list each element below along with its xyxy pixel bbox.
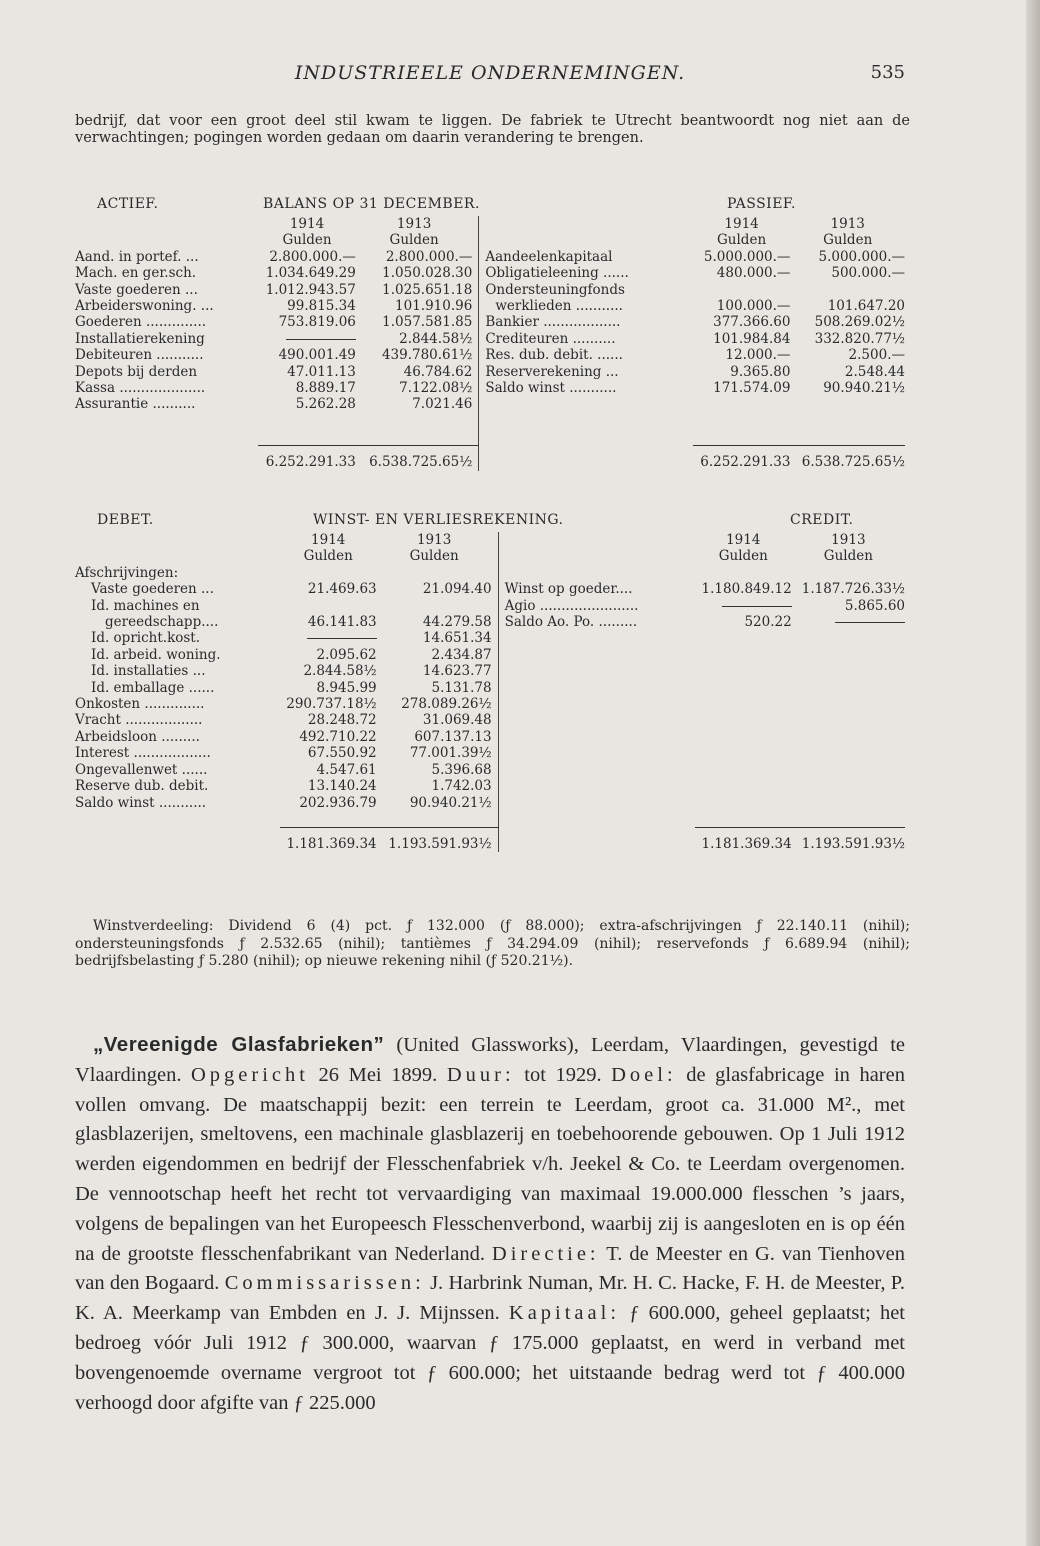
row-label xyxy=(498,729,695,745)
nil-dash xyxy=(286,339,356,340)
row-label xyxy=(498,630,695,646)
field-label: Doel: xyxy=(611,1063,677,1086)
row-label: Arbeiderswoning. ... xyxy=(75,298,214,315)
row-label: Mach. en ger.sch. xyxy=(75,265,197,282)
company-entry xyxy=(75,1030,905,1418)
amount-cell: 2.844.58½ xyxy=(303,663,377,680)
blank-cell xyxy=(479,429,693,445)
amount-cell: 1.187.726.33½ xyxy=(801,581,905,598)
table-row xyxy=(75,282,905,298)
row-label: Vaste goederen ... xyxy=(75,281,198,298)
amount-cell xyxy=(258,331,356,347)
table-row xyxy=(75,614,905,630)
field-label: Directie: xyxy=(491,1242,600,1265)
row-label: Aandeelenkapitaal xyxy=(479,249,693,265)
blank-cell xyxy=(479,413,693,429)
amount-cell: 5.000.000.— xyxy=(818,248,905,265)
row-label: Id. arbeid. woning. xyxy=(91,646,221,663)
field-label: Opgericht xyxy=(191,1063,309,1086)
table-row xyxy=(75,647,905,663)
spacer-row xyxy=(75,413,905,429)
row-label xyxy=(498,762,695,778)
table-row xyxy=(75,729,905,745)
amount-cell xyxy=(790,396,905,412)
amount-cell xyxy=(695,565,792,581)
running-title: INDUSTRIEELE ONDERNEMINGEN. xyxy=(294,62,686,84)
amount-cell: 377.366.60 xyxy=(713,314,791,331)
column-header: Gulden xyxy=(823,232,873,249)
amount-cell: 520.22 xyxy=(744,614,792,631)
amount-cell: 90.940.21½ xyxy=(409,794,492,811)
row-label: gereedschapp.... xyxy=(105,614,219,631)
amount-cell: 5.396.68 xyxy=(431,761,492,778)
row-label xyxy=(498,778,695,794)
amount-cell xyxy=(792,647,905,663)
amount-cell: 2.434.87 xyxy=(431,646,492,663)
total-amount: 1.181.369.34 xyxy=(286,835,377,852)
amount-cell xyxy=(695,663,792,679)
column-header: 1913 xyxy=(830,216,865,232)
field-label: Commissarissen: xyxy=(224,1272,425,1295)
amount-cell: 44.279.58 xyxy=(422,614,492,631)
column-header: Gulden xyxy=(823,548,873,565)
row-label: Goederen .............. xyxy=(75,314,207,331)
table-row xyxy=(75,712,905,728)
amount-cell: 47.011.13 xyxy=(287,363,356,380)
total-amount: 6.538.725.65½ xyxy=(801,454,905,471)
table-row xyxy=(75,565,905,581)
amount-cell: 7.122.08½ xyxy=(399,380,473,397)
amount-cell: 7.021.46 xyxy=(412,396,473,413)
amount-cell xyxy=(792,663,905,679)
amount-cell xyxy=(695,598,792,614)
blank-cell xyxy=(75,446,258,471)
blank-cell xyxy=(75,532,280,548)
amount-cell xyxy=(695,647,792,663)
column-header: 1914 xyxy=(726,532,761,548)
amount-cell: 5.865.60 xyxy=(844,597,905,614)
amount-cell: 5.000.000.— xyxy=(703,248,791,265)
rule-line xyxy=(693,429,791,445)
row-label: Kassa .................... xyxy=(75,380,206,397)
table-row xyxy=(75,364,905,380)
body-text: (United Glassworks), Leerdam, Vlaardingen, gevestigd te Vlaardingen. xyxy=(75,1034,905,1086)
amount-cell: 90.940.21½ xyxy=(823,380,905,397)
table-row xyxy=(75,396,905,412)
amount-cell: 13.140.24 xyxy=(307,778,377,795)
running-header xyxy=(75,62,905,86)
amount-cell: 67.550.92 xyxy=(307,745,377,762)
table-row xyxy=(75,745,905,761)
amount-cell: 492.710.22 xyxy=(299,728,377,745)
column-header: Gulden xyxy=(389,232,439,249)
totals-row xyxy=(75,446,905,471)
totals-row xyxy=(75,827,905,852)
amount-cell xyxy=(693,282,791,298)
blank-cell xyxy=(498,532,695,548)
row-label xyxy=(498,745,695,761)
company-name: „Vereenigde Glasfabrieken” xyxy=(93,1033,385,1056)
body-text: tot 1929. xyxy=(514,1063,612,1086)
nil-dash xyxy=(722,606,792,607)
amount-cell: 12.000.— xyxy=(725,347,791,364)
row-label: Id. installaties ... xyxy=(91,663,206,680)
amount-cell xyxy=(792,778,905,794)
row-label: Id. machines en xyxy=(91,597,200,614)
column-header: 1913 xyxy=(396,216,432,232)
column-header: Gulden xyxy=(303,548,353,565)
pl-title: WINST- EN VERLIESREKENING. xyxy=(313,512,564,528)
rule-line xyxy=(790,429,905,445)
blank-cell xyxy=(479,446,693,471)
row-label: Installatierekening xyxy=(75,330,205,347)
blank-cell xyxy=(498,811,695,827)
column-header-row xyxy=(75,216,905,232)
amount-cell xyxy=(790,282,905,298)
amount-cell: 480.000.— xyxy=(716,265,791,282)
amount-cell: 500.000.— xyxy=(831,265,905,282)
row-label xyxy=(498,795,695,811)
amount-cell: 77.001.39½ xyxy=(409,745,492,762)
amount-cell: 9.365.80 xyxy=(730,363,791,380)
amount-cell: 490.001.49 xyxy=(278,347,356,364)
body-text: J. Harbrink Numan, Mr. H. C. Hacke, F. H. de Meester, P. K. A. Meerkamp van Embden en J. J. Mijnssen. xyxy=(75,1272,905,1325)
blank-cell xyxy=(790,413,905,429)
amount-cell: 99.815.34 xyxy=(287,298,356,315)
blank-cell xyxy=(479,216,693,232)
row-label: Saldo winst ........... xyxy=(479,380,693,396)
table-row xyxy=(75,347,905,363)
amount-cell: 46.141.83 xyxy=(307,614,377,631)
amount-cell xyxy=(792,762,905,778)
amount-cell: 14.651.34 xyxy=(422,630,492,647)
column-header: Gulden xyxy=(409,548,459,565)
amount-cell xyxy=(792,630,905,646)
amount-cell: 171.574.09 xyxy=(713,380,791,397)
blank-cell xyxy=(479,232,693,248)
blank-cell xyxy=(75,548,280,564)
amount-cell: 1.025.651.18 xyxy=(382,281,473,298)
blank-cell xyxy=(75,413,258,429)
amount-cell xyxy=(792,712,905,728)
blank-cell xyxy=(258,413,356,429)
amount-cell xyxy=(792,614,905,630)
amount-cell: 508.269.02½ xyxy=(814,314,905,331)
row-label: Vracht .................. xyxy=(75,712,203,729)
amount-cell: 439.780.61½ xyxy=(381,347,473,364)
table-row xyxy=(75,249,905,265)
amount-cell: 1.050.028.30 xyxy=(382,265,473,282)
row-label: Ongevallenwet ...... xyxy=(75,761,208,778)
row-label: Obligatieleening ...... xyxy=(479,265,693,281)
amount-cell xyxy=(280,565,377,581)
column-header: 1914 xyxy=(311,532,346,548)
table-row xyxy=(75,680,905,696)
amount-cell: 21.469.63 xyxy=(307,581,377,598)
row-label xyxy=(479,396,693,412)
blank-cell xyxy=(75,827,280,852)
column-header: 1914 xyxy=(724,216,759,232)
nil-dash xyxy=(835,622,905,623)
amount-cell xyxy=(792,795,905,811)
body-text: 26 Mei 1899. xyxy=(308,1063,447,1086)
row-label xyxy=(498,647,695,663)
row-label: Winst op goeder.... xyxy=(498,581,695,597)
amount-cell xyxy=(695,762,792,778)
column-header: Gulden xyxy=(718,548,768,565)
amount-cell: 753.819.06 xyxy=(278,314,356,331)
rule-line xyxy=(695,811,792,827)
row-label: Depots bij derden xyxy=(75,363,198,380)
pl-heading xyxy=(75,512,905,532)
column-header: 1913 xyxy=(416,532,452,548)
amount-cell: 332.820.77½ xyxy=(814,330,905,347)
amount-cell xyxy=(792,565,905,581)
amount-cell xyxy=(695,778,792,794)
row-label xyxy=(498,696,695,712)
row-label: Saldo winst ........... xyxy=(75,794,207,811)
amount-cell: 100.000.— xyxy=(716,298,791,315)
intro-text: bedrijf, dat voor een groot deel stil kwam te liggen. De fabriek te Utrecht beantwoordt nog niet aan de verwachtingen; pogingen worden gedaan om daarin verandering te brengen. xyxy=(75,113,910,146)
rule-line xyxy=(792,811,905,827)
rule-line xyxy=(356,429,479,445)
row-label: Onkosten .............. xyxy=(75,696,205,713)
amount-cell xyxy=(695,696,792,712)
amount-cell xyxy=(792,729,905,745)
rule-line xyxy=(280,811,377,827)
amount-cell xyxy=(792,745,905,761)
table-row xyxy=(75,265,905,281)
row-label: Id. emballage ...... xyxy=(91,679,215,696)
amount-cell: 31.069.48 xyxy=(422,712,492,729)
row-label: Debiteuren ........... xyxy=(75,347,204,364)
row-label: Assurantie .......... xyxy=(75,396,196,413)
amount-cell xyxy=(693,396,791,412)
blank-cell xyxy=(498,827,695,852)
row-label xyxy=(498,712,695,728)
field-label: Duur: xyxy=(446,1063,515,1086)
blank-cell xyxy=(75,216,258,232)
blank-cell xyxy=(75,429,258,445)
page-edge xyxy=(1026,0,1040,1546)
row-label: Bankier .................. xyxy=(479,314,693,330)
column-header: Gulden xyxy=(717,232,767,249)
amount-cell: 2.800.000.— xyxy=(385,248,473,265)
amount-cell xyxy=(695,630,792,646)
amount-cell: 1.012.943.57 xyxy=(265,281,356,298)
row-label: Arbeidsloon ......... xyxy=(75,728,200,745)
table-row xyxy=(75,663,905,679)
row-label xyxy=(498,680,695,696)
blank-cell xyxy=(75,232,258,248)
total-amount: 1.193.591.93½ xyxy=(801,835,905,852)
amount-cell: 28.248.72 xyxy=(307,712,377,729)
credit-label: CREDIT. xyxy=(790,512,854,528)
column-header-row xyxy=(75,548,905,564)
amount-cell: 1.742.03 xyxy=(431,778,492,795)
table-row xyxy=(75,598,905,614)
rule-line xyxy=(258,429,356,445)
table-row xyxy=(75,298,905,314)
amount-cell: 2.095.62 xyxy=(316,646,377,663)
amount-cell xyxy=(792,696,905,712)
amount-cell xyxy=(377,565,498,581)
amount-cell: 5.262.28 xyxy=(295,396,356,413)
row-label xyxy=(498,565,695,581)
balance-title: BALANS OP 31 DECEMBER. xyxy=(263,196,480,212)
table-row xyxy=(75,630,905,646)
blank-cell xyxy=(75,811,280,827)
amount-cell xyxy=(695,712,792,728)
nil-dash xyxy=(307,638,377,639)
column-header: 1913 xyxy=(831,532,866,548)
table-row xyxy=(75,581,905,597)
debet-label: DEBET. xyxy=(97,512,154,528)
row-label xyxy=(498,663,695,679)
balans-table xyxy=(75,216,905,471)
row-label: Reserverekening ... xyxy=(479,364,693,380)
amount-cell: 46.784.62 xyxy=(403,363,473,380)
amount-cell: 2.844.58½ xyxy=(399,330,473,347)
total-amount: 6.252.291.33 xyxy=(700,454,791,471)
amount-cell xyxy=(792,680,905,696)
row-label: Interest .................. xyxy=(75,745,211,762)
row-label: Agio ....................... xyxy=(498,598,695,614)
balance-heading xyxy=(75,196,905,216)
table-row xyxy=(75,380,905,396)
row-label: Aand. in portef. ... xyxy=(75,248,199,265)
row-label: werklieden ........... xyxy=(479,298,693,314)
table-row xyxy=(75,314,905,330)
table-row xyxy=(75,762,905,778)
amount-cell: 101.647.20 xyxy=(827,298,905,315)
body-text: ƒ 600.000, geheel geplaatst; het bedroeg vóór Juli 1912 ƒ 300.000, waarvan ƒ 175.000 geplaatst, en werd in verband met bovengenoemde overname vergroot tot ƒ 600.000; het uitstaande bedrag werd tot ƒ 400.000 verhoogd door afgifte van ƒ 225.000 xyxy=(75,1302,906,1414)
total-amount: 6.538.725.65½ xyxy=(369,454,473,471)
actief-label: ACTIEF. xyxy=(97,196,159,212)
amount-cell: 101.984.84 xyxy=(713,330,791,347)
amount-cell: 1.057.581.85 xyxy=(382,314,473,331)
blank-cell xyxy=(498,548,695,564)
amount-cell: 2.548.44 xyxy=(844,363,905,380)
balance-sheet xyxy=(75,196,905,471)
row-label: Vaste goederen ... xyxy=(91,581,214,598)
total-amount: 1.193.591.93½ xyxy=(388,835,492,852)
column-header: Gulden xyxy=(282,232,332,249)
blank-cell xyxy=(356,413,479,429)
total-amount: 1.181.369.34 xyxy=(701,835,792,852)
body-text: de glasfabricage in haren vollen omvang. De maatschappij bezit: een terrein te Leerdam, groot ca. 31.000 M²., met glasblazerijen, smeltovens, een machinale glasblazerij en toebehoorende gebouwen. Op 1 Juli 1912 werden eigendommen en bedrijf der Flesschenfabriek v/h. Jeekel & Co. te Leerdam overgenomen. De vennootschap heeft het recht tot vervaardiging van maximaal 19.000.000 flesschen ’s jaars, volgens de bepalingen van het Europeesch Flesschenverbond, waarbij zij is aangesloten en is op één na de grootste flesschenfabrikant van Nederland. xyxy=(75,1063,905,1265)
amount-cell: 8.889.17 xyxy=(295,380,356,397)
table-row xyxy=(75,696,905,712)
row-label: Crediteuren .......... xyxy=(479,331,693,347)
amount-cell: 1.034.649.29 xyxy=(265,265,356,282)
row-label: Res. dub. debit. ...... xyxy=(479,347,693,363)
body-text: T. de Meester en G. van Tienhoven van den Bogaard. xyxy=(75,1242,905,1295)
amount-cell xyxy=(280,630,377,646)
column-header-row xyxy=(75,532,905,548)
table-row xyxy=(75,331,905,347)
amount-cell: 1.180.849.12 xyxy=(701,581,792,598)
amount-cell: 278.089.26½ xyxy=(401,696,492,713)
row-label: Ondersteuningfonds xyxy=(479,282,693,298)
amount-cell xyxy=(695,795,792,811)
amount-cell: 5.131.78 xyxy=(431,679,492,696)
amount-cell xyxy=(695,745,792,761)
passief-label: PASSIEF. xyxy=(727,196,796,212)
table-row xyxy=(75,778,905,794)
row-label: Reserve dub. debit. xyxy=(75,778,209,795)
amount-cell: 202.936.79 xyxy=(299,794,377,811)
total-rule xyxy=(75,811,905,827)
total-amount: 6.252.291.33 xyxy=(265,454,356,471)
blank-cell xyxy=(693,413,791,429)
column-header-row xyxy=(75,232,905,248)
page-number: 535 xyxy=(870,62,905,83)
table-row xyxy=(75,795,905,811)
amount-cell: 8.945.99 xyxy=(316,679,377,696)
amount-cell: 14.623.77 xyxy=(422,663,492,680)
field-label: Kapitaal: xyxy=(508,1302,621,1325)
amount-cell: 101.910.96 xyxy=(395,298,473,315)
amount-cell: 607.137.13 xyxy=(414,728,492,745)
amount-cell xyxy=(695,680,792,696)
wv-table xyxy=(75,532,905,852)
amount-cell: 4.547.61 xyxy=(316,761,377,778)
rule-line xyxy=(377,811,498,827)
row-label: Id. opricht.kost. xyxy=(91,630,201,647)
row-label: Afschrijvingen: xyxy=(75,564,179,581)
amount-cell xyxy=(280,598,377,614)
amount-cell: 2.500.— xyxy=(848,347,905,364)
row-label: Saldo Ao. Po. ......... xyxy=(498,614,695,630)
profit-distribution-note: Winstverdeeling: Dividend 6 (4) pct. ƒ 132.000 (ƒ 88.000); extra-afschrijvingen ƒ 22.140.11 (nihil); ondersteuningsfonds ƒ 2.532.65 (nihil); tantièmes ƒ 34.294.09 (nihil); reservefonds ƒ 6.689.94 (nihil); bedrijfsbelasting ƒ 5.280 (nihil); op nieuwe rekening nihil (ƒ 520.21½). xyxy=(75,918,910,969)
amount-cell: 290.737.18½ xyxy=(286,696,377,713)
amount-cell: 21.094.40 xyxy=(422,581,492,598)
amount-cell xyxy=(377,598,498,614)
amount-cell: 2.800.000.— xyxy=(269,248,356,265)
total-rule xyxy=(75,429,905,445)
amount-cell xyxy=(695,729,792,745)
profit-loss-account xyxy=(75,512,905,852)
column-header: 1914 xyxy=(289,216,325,232)
